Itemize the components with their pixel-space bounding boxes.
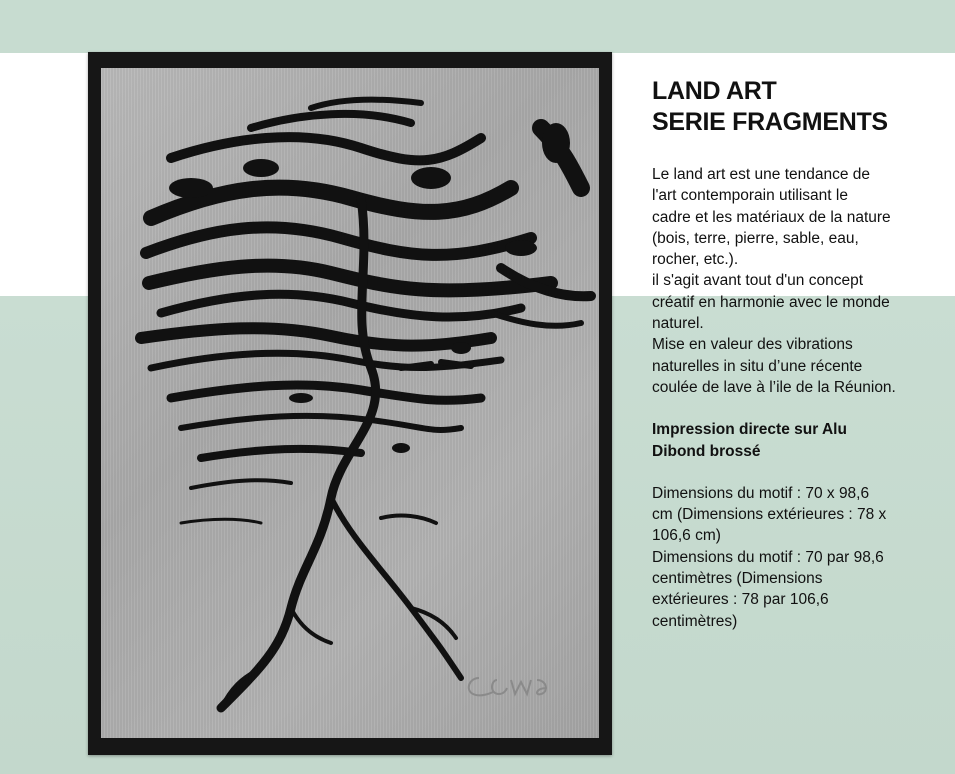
artwork-aluminium-panel xyxy=(101,68,599,738)
signature-logo-icon xyxy=(469,678,547,695)
print-method-line: Impression directe sur Alu xyxy=(652,421,847,439)
top-color-band xyxy=(0,0,955,53)
description-line: naturelles in situ d’une récente xyxy=(652,357,863,375)
description-line: naturel. xyxy=(652,315,704,333)
print-method-line: Dibond brossé xyxy=(652,442,761,460)
product-info xyxy=(652,76,942,632)
description-line: il s'agit avant tout d'un concept xyxy=(652,272,863,290)
title-line-1: LAND ART xyxy=(652,77,777,105)
dimensions-line: Dimensions du motif : 70 par 98,6 xyxy=(652,548,884,566)
dimensions-line: centimètres) xyxy=(652,612,738,630)
dimensions-line: Dimensions du motif : 70 x 98,6 xyxy=(652,484,870,502)
description-line: rocher, etc.). xyxy=(652,251,739,269)
artwork-lava-print xyxy=(101,68,599,738)
page-title xyxy=(652,76,942,138)
description-line: cadre et les matériaux de la nature xyxy=(652,208,891,226)
description xyxy=(652,164,942,632)
description-line: (bois, terre, pierre, sable, eau, xyxy=(652,229,859,247)
title-line-2: SERIE FRAGMENTS xyxy=(652,108,888,136)
description-line: Mise en valeur des vibrations xyxy=(652,336,853,354)
description-line: Le land art est une tendance de xyxy=(652,166,871,183)
dimensions-line: extérieures : 78 par 106,6 xyxy=(652,591,829,609)
dimensions-line: centimètres (Dimensions xyxy=(652,570,823,588)
description-line: l'art contemporain utilisant le xyxy=(652,187,848,205)
dimensions-line: 106,6 cm) xyxy=(652,527,721,545)
artwork-frame xyxy=(88,52,612,755)
dimensions-line: cm (Dimensions extérieures : 78 x xyxy=(652,506,887,524)
description-line: créatif en harmonie avec le monde xyxy=(652,293,890,311)
description-line: coulée de lave à l’ile de la Réunion. xyxy=(652,378,896,396)
